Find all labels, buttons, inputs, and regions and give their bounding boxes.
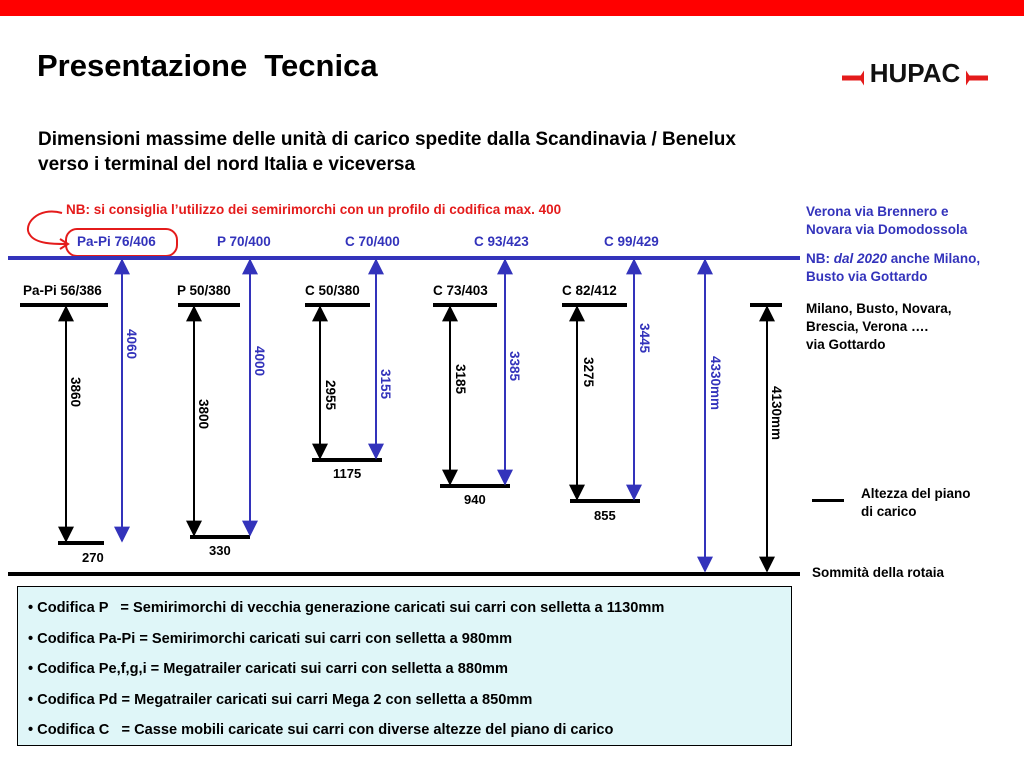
height-blue-4: 3385 — [507, 351, 522, 382]
code-item: • Codifica Pe,f,g,i = Megatrailer caricati sui carri con selletta a 880mm — [28, 661, 509, 677]
height-blue-1: 4060 — [124, 329, 139, 360]
route-black-line-2: Brescia, Verona …. — [806, 319, 929, 334]
route-nb-line-2: Busto via Gottardo — [806, 269, 928, 284]
subtitle-line-2: verso i terminal del nord Italia e viceversa — [38, 154, 416, 175]
codes-box — [17, 586, 792, 746]
overall-height-black: 4130mm — [769, 386, 784, 441]
height-blue-5: 3445 — [637, 323, 652, 354]
route-nb-line-1 — [806, 250, 980, 268]
base-height-3: 1175 — [333, 466, 362, 481]
route-black-line-3: via Gottardo — [806, 337, 886, 352]
route-blue-line-2: Novara via Domodossola — [806, 222, 968, 237]
base-height-4: 940 — [464, 492, 486, 507]
hupac-logo-text: HUPAC — [869, 58, 961, 88]
height-black-4: 3185 — [453, 364, 468, 395]
code-item: • Codifica Pa-Pi = Semirimorchi caricati sui carri con selletta a 980mm — [28, 630, 513, 647]
height-black-1: 3860 — [68, 377, 83, 408]
page-title: Presentazione Tecnica — [37, 48, 378, 83]
height-black-3: 2955 — [323, 380, 338, 411]
route-blue-line-1: Verona via Brennero e — [806, 204, 949, 219]
code-item: • Codifica C = Casse mobili caricate sui carri con diverse altezze del piano di carico — [28, 722, 614, 738]
base-height-2: 330 — [209, 543, 231, 558]
nb-prefix: NB: — [806, 251, 834, 266]
route-black-text — [806, 300, 952, 354]
profile-black-5: C 82/412 — [562, 283, 617, 298]
legend-floor-line — [812, 499, 844, 502]
nb-rest: anche Milano, — [887, 251, 981, 266]
profile-top-1: Pa-Pi 76/406 — [77, 234, 156, 249]
profile-black-2: P 50/380 — [177, 283, 231, 298]
legend-text — [861, 485, 971, 521]
height-black-5: 3275 — [581, 357, 596, 388]
height-blue-3: 3155 — [378, 369, 393, 400]
rail-label: Sommità della rotaia — [812, 565, 945, 580]
route-black-line-1: Milano, Busto, Novara, — [806, 301, 952, 316]
route-blue-text — [806, 203, 967, 239]
profile-black-3: C 50/380 — [305, 283, 360, 298]
profile-black-1: Pa-Pi 56/386 — [23, 283, 102, 298]
height-black-2: 3800 — [196, 399, 211, 430]
legend-line-2: di carico — [861, 504, 917, 519]
overall-height-blue: 4330mm — [708, 356, 723, 411]
subtitle-line-1: Dimensioni massime delle unità di carico spedite dalla Scandinavia / Benelux — [38, 129, 736, 150]
profile-top-3: C 70/400 — [345, 234, 400, 249]
profile-black-4: C 73/403 — [433, 283, 488, 298]
profile-top-5: C 99/429 — [604, 234, 659, 249]
codes-list — [28, 593, 791, 746]
profile-top-2: P 70/400 — [217, 234, 271, 249]
profile-note: NB: si consiglia l’utilizzo dei semirimorchi con un profilo di codifica max. 400 — [66, 202, 562, 217]
height-blue-2: 4000 — [252, 346, 267, 377]
base-height-5: 855 — [594, 508, 616, 523]
nb-italic: dal 2020 — [833, 251, 888, 266]
route-nb-text — [806, 250, 980, 286]
code-item: • Codifica Pd = Megatrailer caricati sui carri Mega 2 con selletta a 850mm — [28, 691, 533, 708]
legend-line-1: Altezza del piano — [861, 486, 971, 501]
base-height-1: 270 — [82, 550, 104, 565]
profile-top-4: C 93/423 — [474, 234, 529, 249]
code-item: • Codifica P = Semirimorchi di vecchia generazione caricati sui carri con selletta a 1130mm — [28, 600, 665, 616]
